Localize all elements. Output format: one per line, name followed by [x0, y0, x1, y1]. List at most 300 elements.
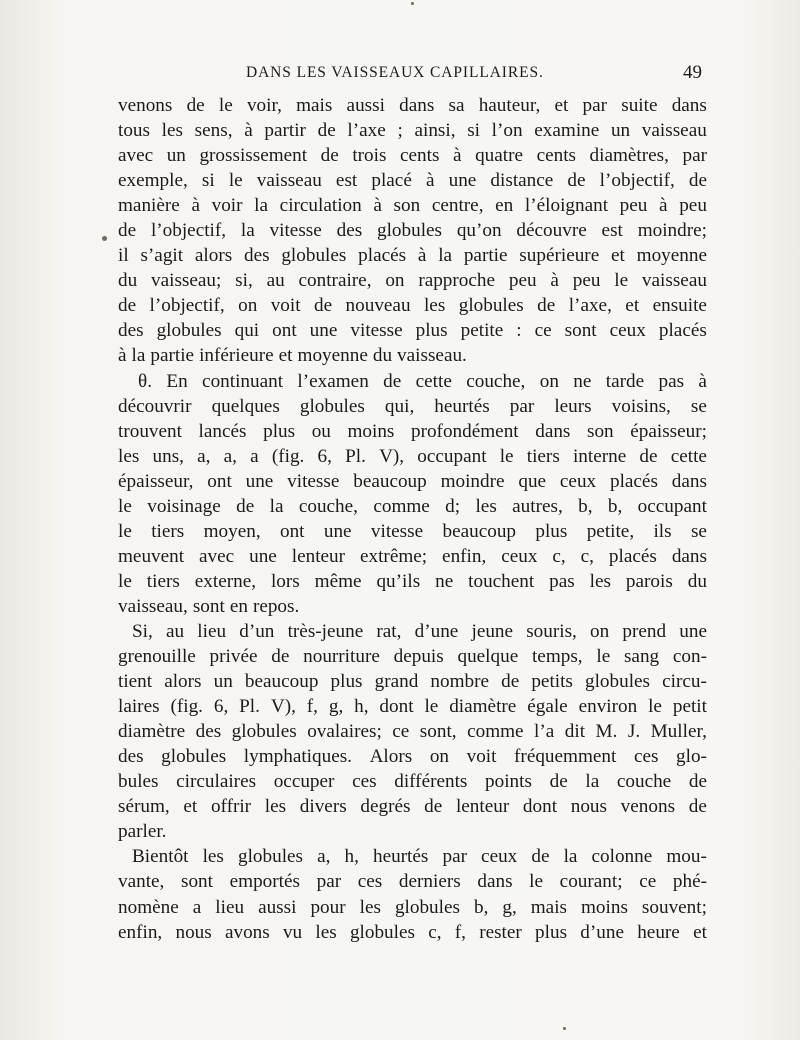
word: globules	[585, 671, 651, 693]
word: occupant	[417, 445, 487, 467]
ink-speck	[563, 1027, 566, 1030]
word: parler.	[118, 821, 167, 843]
word: dont	[522, 796, 558, 818]
text-line	[118, 920, 707, 945]
word: cents	[400, 145, 440, 167]
word: M.	[595, 721, 618, 743]
word: lenteur	[455, 796, 510, 818]
word: f,	[454, 921, 466, 943]
word: à	[118, 345, 127, 367]
word: rester	[479, 921, 522, 943]
word: l’objectif,	[149, 295, 225, 317]
text-line	[118, 694, 707, 719]
word: du	[372, 345, 393, 367]
word: et	[611, 245, 625, 267]
word: au	[266, 270, 285, 292]
word: autres,	[512, 495, 563, 517]
word: la	[240, 220, 255, 242]
word: le	[499, 445, 514, 467]
word: le	[614, 270, 629, 292]
word: égale	[527, 696, 568, 718]
word: ceux	[559, 470, 597, 492]
word: de	[317, 120, 336, 142]
text-line	[118, 895, 707, 920]
word: plus	[330, 671, 363, 693]
text-line	[118, 444, 707, 469]
word: par	[509, 395, 535, 417]
word: glo-	[676, 746, 707, 768]
word: tous	[118, 120, 150, 142]
word: cents	[536, 145, 576, 167]
text-line	[118, 293, 707, 318]
word: l’on	[491, 120, 523, 142]
word: leurs	[554, 395, 592, 417]
word: ne	[435, 570, 454, 592]
word: un	[213, 671, 233, 693]
word: ont	[279, 520, 305, 542]
text-line	[118, 168, 707, 193]
word: (fig.	[271, 445, 305, 467]
word: à	[244, 120, 253, 142]
word: des	[336, 220, 363, 242]
word: du	[687, 570, 707, 592]
text-line	[118, 569, 707, 594]
word: nous	[570, 796, 607, 818]
word: avec	[199, 545, 235, 567]
text-line	[118, 218, 707, 243]
word: des	[195, 721, 222, 743]
word: le	[648, 696, 662, 718]
text-line	[118, 519, 707, 544]
running-title: DANS LES VAISSEAUX CAPILLAIRES.	[246, 64, 544, 81]
word: beaucoup	[244, 671, 319, 693]
word: au	[165, 620, 185, 642]
word: si	[467, 120, 480, 142]
word: couche,	[298, 495, 358, 517]
word: de	[501, 671, 520, 693]
word: vitesse	[370, 520, 424, 542]
word: vante,	[118, 871, 165, 893]
word: sérum,	[118, 796, 170, 818]
word: à	[452, 145, 462, 167]
word: divers	[299, 796, 347, 818]
word: V),	[270, 696, 296, 718]
word: aussi	[258, 896, 297, 918]
word: nous	[175, 921, 212, 943]
word: laires	[118, 696, 160, 718]
word: lancés	[198, 420, 247, 442]
word: de	[688, 796, 707, 818]
word: aussi	[346, 95, 385, 116]
word: à	[550, 270, 559, 292]
word: trouvent	[118, 420, 182, 442]
word: heure	[637, 921, 680, 943]
word: cette	[415, 370, 452, 392]
word: occuper	[273, 771, 335, 793]
word: emportés	[229, 871, 300, 893]
word: le	[118, 520, 132, 542]
word: trois	[352, 145, 387, 167]
word: ce	[392, 721, 410, 743]
word: petite,	[586, 520, 635, 542]
word: si,	[235, 270, 253, 292]
word: uns,	[152, 445, 184, 467]
text-line	[118, 93, 707, 118]
word: plus	[263, 420, 296, 442]
word: b,	[578, 495, 593, 517]
word: rapproche	[418, 270, 496, 292]
word: comme	[373, 495, 430, 517]
word: placés	[608, 545, 657, 567]
word: ;	[397, 120, 403, 142]
word: de	[383, 370, 402, 392]
word: vaisseau.	[397, 345, 467, 367]
word: h,	[354, 696, 369, 718]
word: beaucoup	[442, 520, 517, 542]
word: de	[186, 95, 205, 116]
word: le	[228, 170, 243, 192]
word: que	[518, 470, 547, 492]
ink-speck	[102, 236, 107, 241]
text-line	[118, 268, 707, 293]
word: g,	[502, 896, 517, 918]
word: En	[166, 370, 188, 392]
word: ovalaires;	[307, 721, 382, 743]
word: de	[320, 145, 339, 167]
word: touchent	[468, 570, 535, 592]
word: alors	[194, 245, 233, 267]
word: derniers	[398, 871, 461, 893]
word: ce	[639, 871, 657, 893]
page-number: 49	[683, 62, 702, 83]
word: et	[554, 95, 569, 116]
page-header	[118, 62, 708, 90]
word: de	[424, 796, 443, 818]
word: nombre	[430, 671, 490, 693]
word: V),	[379, 445, 405, 467]
word: globules	[394, 896, 460, 918]
word: peu	[679, 195, 707, 217]
word: à	[191, 195, 200, 217]
word: ceux	[481, 846, 518, 868]
word: un	[166, 145, 186, 167]
word: dit	[564, 721, 586, 743]
word: moins	[347, 420, 395, 442]
word: partie	[463, 245, 508, 267]
word: b,	[607, 495, 623, 517]
word: vitesse	[350, 320, 403, 342]
word: par	[442, 846, 467, 868]
word: une	[309, 320, 338, 342]
word: des	[118, 320, 144, 342]
word: pas	[658, 370, 685, 392]
word: par	[316, 871, 342, 893]
text-line	[118, 794, 707, 819]
word: diamètre	[118, 721, 186, 743]
word: la	[438, 245, 453, 267]
word: circu-	[662, 671, 707, 693]
word: à	[417, 245, 427, 267]
word: l’objectif,	[599, 170, 675, 192]
word: globules	[156, 320, 222, 342]
word: θ.	[138, 370, 152, 392]
word: cette	[670, 445, 707, 467]
word: sa	[448, 95, 465, 116]
word: fréquemment	[514, 746, 617, 768]
word: couche	[616, 771, 672, 793]
word: globules	[237, 846, 304, 868]
word: une	[679, 620, 707, 642]
text-line	[118, 494, 707, 519]
text-line	[118, 619, 707, 644]
word: dans	[535, 420, 571, 442]
word: les	[423, 295, 446, 317]
word: est	[335, 170, 358, 192]
word: une	[249, 545, 277, 567]
word: les	[118, 445, 140, 467]
word: points	[485, 771, 532, 793]
word: (fig.	[170, 696, 203, 718]
word: voit	[270, 295, 301, 317]
text-line	[118, 769, 707, 794]
word: on	[429, 746, 449, 768]
body-text	[118, 93, 707, 945]
word: nomène	[118, 896, 179, 918]
word: les	[202, 846, 224, 868]
word: temps,	[531, 646, 583, 668]
text-line	[118, 819, 707, 844]
word: s’agit	[140, 245, 184, 267]
word: interne	[572, 445, 627, 467]
word: vaisseau,	[118, 595, 188, 617]
word: avons	[224, 921, 270, 943]
word: dans	[671, 545, 707, 567]
word: vitesse	[287, 470, 340, 492]
word: lenteur	[291, 545, 346, 567]
word: les	[264, 796, 287, 818]
word: h,	[344, 846, 359, 868]
word: lieu	[197, 620, 227, 642]
word: le	[218, 95, 233, 116]
word: voisinage	[147, 495, 221, 517]
word: l’éloignant	[524, 195, 609, 217]
word: centre,	[431, 195, 484, 217]
word: moyenne	[636, 245, 707, 267]
word: jeune	[471, 620, 514, 642]
word: occupant	[637, 495, 707, 517]
word: par	[582, 95, 608, 116]
word: g,	[328, 696, 344, 718]
text-line	[118, 669, 707, 694]
word: c,	[552, 545, 566, 567]
word: d’une	[580, 921, 624, 943]
word: de	[537, 295, 556, 317]
word: placés	[358, 245, 407, 267]
word: est	[601, 220, 623, 242]
word: voir	[211, 195, 243, 217]
word: pour	[310, 896, 346, 918]
word: différents	[394, 771, 468, 793]
word: une	[448, 170, 477, 192]
word: tiers	[146, 570, 180, 592]
word: grand	[374, 671, 419, 693]
word: suite	[621, 95, 658, 116]
word: moindre;	[637, 220, 707, 242]
word: ceux	[609, 320, 646, 342]
word: et	[693, 921, 707, 943]
word: ou	[311, 420, 331, 442]
word: peu	[572, 270, 601, 292]
word: quelque	[457, 646, 519, 668]
word: les	[161, 120, 183, 142]
word: courant;	[559, 871, 623, 893]
word: de	[118, 220, 137, 242]
word: la	[269, 495, 284, 517]
word: sont	[564, 320, 597, 342]
word: vaisseau	[256, 170, 322, 192]
word: dans	[671, 470, 707, 492]
word: environ	[578, 696, 638, 718]
word: de	[549, 771, 568, 793]
word: prend	[622, 620, 667, 642]
word: sont	[192, 595, 225, 617]
word: nourriture	[303, 646, 380, 668]
word: mais	[530, 896, 567, 918]
word: on	[539, 370, 559, 392]
word: b,	[473, 896, 489, 918]
word: petite	[460, 320, 504, 342]
word: d’une	[414, 620, 459, 642]
word: diamètres,	[589, 145, 669, 167]
text-line	[118, 469, 707, 494]
word: les	[475, 495, 497, 517]
word: heurtés	[372, 846, 429, 868]
text-line	[118, 544, 707, 569]
word: degrés	[360, 796, 411, 818]
word: a,	[197, 445, 211, 467]
word: enfin,	[442, 545, 487, 567]
word: Si,	[132, 620, 153, 642]
word: grenouille	[118, 646, 196, 668]
word: la	[563, 846, 578, 868]
word: le	[596, 646, 611, 668]
word: partie	[150, 345, 195, 367]
word: ces	[352, 771, 377, 793]
word: dans	[477, 871, 513, 893]
word: qui,	[384, 395, 415, 417]
word: ont	[207, 470, 232, 492]
word: de	[639, 445, 658, 467]
word: offrir	[210, 796, 252, 818]
word: des	[118, 746, 144, 768]
word: en	[495, 195, 514, 217]
word: l’objectif,	[150, 220, 227, 242]
word: tiers	[151, 520, 185, 542]
word: de	[271, 646, 290, 668]
word: meuvent	[118, 545, 185, 567]
word: nouveau	[345, 295, 411, 317]
word: une	[323, 520, 352, 542]
word: quelques	[211, 395, 280, 417]
word: peu	[619, 195, 648, 217]
word: continuant	[202, 370, 284, 392]
word: on	[238, 295, 258, 317]
word: examine	[534, 120, 600, 142]
word: supérieure	[519, 245, 600, 267]
word: globules	[161, 746, 227, 768]
word: globules	[349, 921, 415, 943]
word: lors	[270, 570, 300, 592]
word: à	[698, 370, 707, 392]
word: de	[118, 295, 137, 317]
word: son	[586, 420, 614, 442]
word: moyen,	[203, 520, 261, 542]
word: phé-	[672, 871, 707, 893]
word: de	[688, 771, 707, 793]
word: tient	[118, 671, 153, 693]
word: vaisseau	[641, 270, 707, 292]
word: voisins,	[611, 395, 671, 417]
word: plus	[535, 921, 568, 943]
word: c,	[580, 545, 594, 567]
word: ne	[573, 370, 592, 392]
word: vu	[282, 921, 303, 943]
word: mou-	[666, 846, 707, 868]
word: globules	[376, 220, 443, 242]
word: globules	[299, 395, 365, 417]
word: peu	[508, 270, 537, 292]
word: externe,	[194, 570, 257, 592]
word: de	[531, 846, 550, 868]
word: a,	[317, 846, 331, 868]
word: a	[192, 896, 202, 918]
text-line	[118, 844, 707, 869]
word: ces	[633, 746, 659, 768]
word: J.	[627, 721, 641, 743]
word: les	[359, 896, 381, 918]
word: d’un	[239, 620, 275, 642]
word: se	[690, 520, 707, 542]
word: tiers	[526, 445, 560, 467]
word: découvre	[516, 220, 587, 242]
word: inférieure	[199, 345, 274, 367]
word: pas	[549, 570, 575, 592]
word: lieu	[215, 896, 245, 918]
word: vitesse	[269, 220, 322, 242]
word: se	[690, 395, 707, 417]
word: dans	[671, 95, 707, 116]
word: vaisseau	[641, 120, 707, 142]
word: si	[201, 170, 215, 192]
word: sont,	[419, 721, 457, 743]
word: couche,	[466, 370, 526, 392]
word: d;	[445, 495, 461, 517]
word: ils	[653, 520, 672, 542]
word: le	[529, 871, 544, 893]
word: placé	[371, 170, 412, 192]
word: Pl.	[345, 445, 366, 467]
word: sont	[181, 871, 213, 893]
word: Bientôt	[132, 846, 189, 868]
word: l’axe	[347, 120, 386, 142]
word: à	[373, 195, 382, 217]
word: partir	[264, 120, 306, 142]
word: repos.	[252, 595, 300, 617]
word: grossissement	[199, 145, 308, 167]
text-line	[118, 594, 707, 619]
word: épaisseur,	[118, 470, 194, 492]
word: lymphatiques.	[243, 746, 352, 768]
